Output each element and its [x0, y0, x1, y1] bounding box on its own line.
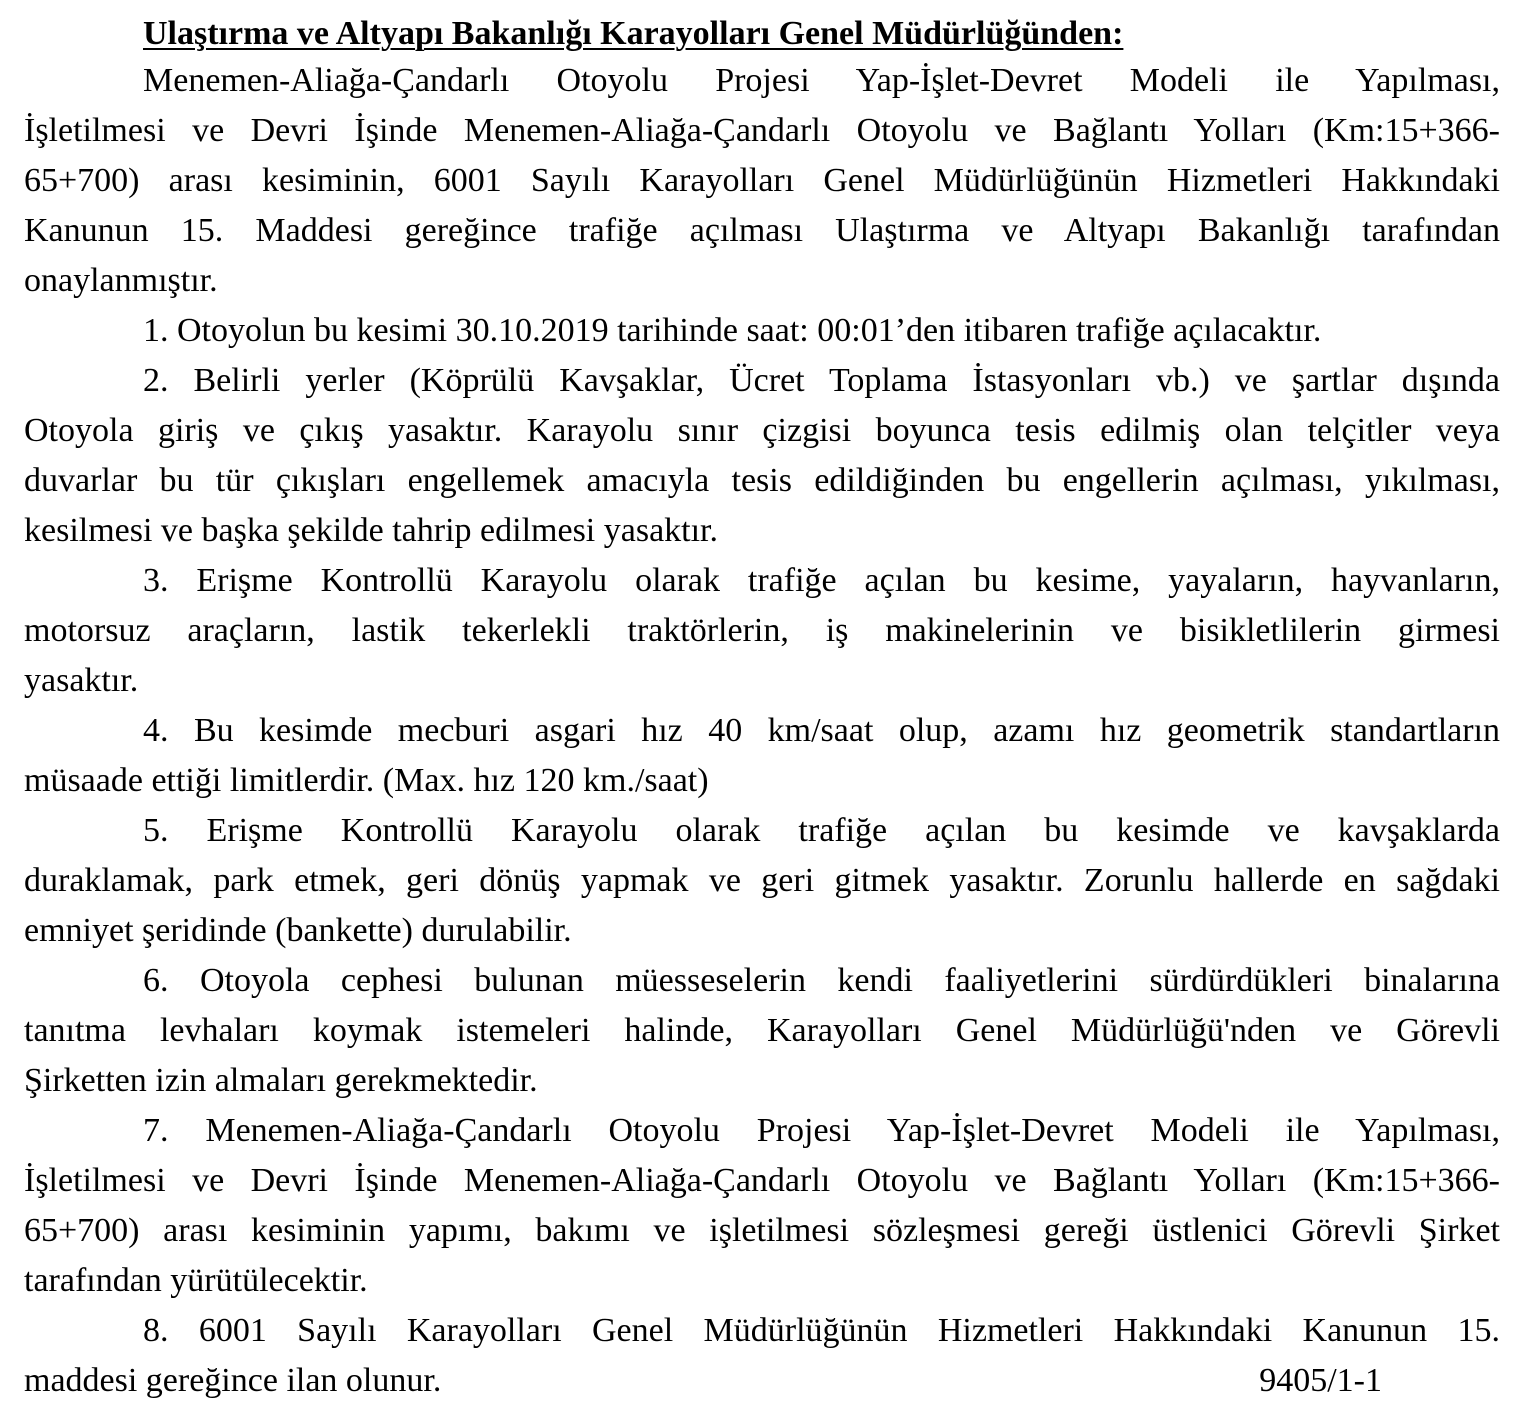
item-text: 6001 Sayılı Karayolları Genel Müdürlüğünün Hizmetleri Hakkındaki Kanunun 15. [198, 1312, 1501, 1349]
intro-line: 65+700) arası kesiminin, 6001 Sayılı Karayolları Genel Müdürlüğünün Hizmetleri Hakkındaki [24, 162, 1500, 199]
item-number: 1. [143, 312, 169, 349]
item-line [24, 1356, 1500, 1406]
item-line [24, 656, 1500, 706]
item-text: duraklamak, park etmek, geri dönüş yapmak ve geri gitmek yasaktır. Zorunlu hallerde en sağdaki [24, 862, 1500, 899]
item-text: yasaktır. [24, 662, 139, 699]
item-text: 65+700) arası kesiminin yapımı, bakımı ve işletilmesi sözleşmesi gereği üstlenici Görevli Şirket [24, 1212, 1500, 1249]
item-text: tarafından yürütülecektir. [24, 1262, 368, 1299]
intro-line: Kanunun 15. Maddesi gereğince trafiğe açılması Ulaştırma ve Altyapı Bakanlığı tarafından [24, 212, 1500, 249]
item-number: 8. [143, 1312, 169, 1349]
item-number: 2. [143, 362, 169, 399]
item-paragraph-4 [24, 706, 1500, 806]
item-paragraph-3 [24, 556, 1500, 706]
intro-line: onaylanmıştır. [24, 262, 218, 299]
announcement-heading: Ulaştırma ve Altyapı Bakanlığı Karayolları Genel Müdürlüğünden: [143, 15, 1124, 52]
item-text: Erişme Kontrollü Karayolu olarak trafiğe açılan bu kesime, yayaların, hayvanların, [196, 562, 1501, 599]
item-line [24, 506, 1500, 556]
item-paragraph-6 [24, 956, 1500, 1106]
item-paragraph-1 [24, 306, 1500, 356]
item-line [24, 856, 1500, 906]
intro-line: İşletilmesi ve Devri İşinde Menemen-Aliağa-Çandarlı Otoyolu ve Bağlantı Yolları (Km:15+366- [24, 112, 1500, 149]
item-text: Menemen-Aliağa-Çandarlı Otoyolu Projesi Yap-İşlet-Devret Modeli ile Yapılması, [205, 1112, 1501, 1149]
item-text: İşletilmesi ve Devri İşinde Menemen-Aliağa-Çandarlı Otoyolu ve Bağlantı Yolları (Km:15+366- [24, 1162, 1500, 1199]
item-text: Otoyolun bu kesimi 30.10.2019 tarihinde saat: 00:01’den itibaren trafiğe açılacaktır. [177, 312, 1322, 349]
item-text: maddesi gereğince ilan olunur. [24, 1362, 442, 1399]
item-line [24, 1206, 1500, 1256]
item-line [24, 1306, 1500, 1356]
item-line [24, 906, 1500, 956]
item-line [24, 956, 1500, 1006]
intro-line: Menemen-Aliağa-Çandarlı Otoyolu Projesi Yap-İşlet-Devret Modeli ile Yapılması, [143, 62, 1500, 99]
item-line [24, 1256, 1500, 1306]
item-line [24, 1156, 1500, 1206]
item-text: duvarlar bu tür çıkışları engellemek amacıyla tesis edildiğinden bu engellerin açılması, yıkılması, [24, 462, 1500, 499]
item-text: Erişme Kontrollü Karayolu olarak trafiğe açılan bu kesimde ve kavşaklarda [206, 812, 1501, 849]
item-line [24, 1106, 1500, 1156]
item-line [24, 356, 1500, 406]
item-line [24, 1056, 1500, 1106]
item-line [24, 756, 1500, 806]
item-number: 5. [143, 812, 169, 849]
item-line [24, 556, 1500, 606]
item-line [24, 706, 1500, 756]
item-text: Bu kesimde mecburi asgari hız 40 km/saat olup, azamı hız geometrik standartların [193, 712, 1500, 749]
item-number: 6. [143, 962, 169, 999]
reference-number: 9405/1-1 [1259, 1362, 1382, 1399]
intro-paragraph [24, 56, 1500, 306]
item-text: müsaade ettiği limitlerdir. (Max. hız 120 km./saat) [24, 762, 709, 799]
item-number: 7. [143, 1112, 169, 1149]
item-line [24, 456, 1500, 506]
item-line [24, 306, 1500, 356]
item-line [24, 606, 1500, 656]
item-text: kesilmesi ve başka şekilde tahrip edilmesi yasaktır. [24, 512, 718, 549]
item-text: tanıtma levhaları koymak istemeleri halinde, Karayolları Genel Müdürlüğü'nden ve Görevli [24, 1012, 1500, 1049]
item-line [24, 406, 1500, 456]
item-text: Otoyola giriş ve çıkış yasaktır. Karayolu sınır çizgisi boyunca tesis edilmiş olan telçitler veya [24, 412, 1500, 449]
item-text: emniyet şeridinde (bankette) durulabilir. [24, 912, 572, 949]
item-paragraph-8 [24, 1306, 1500, 1406]
numbered-items [24, 306, 1500, 1406]
item-number: 4. [143, 712, 169, 749]
item-paragraph-5 [24, 806, 1500, 956]
item-text: Belirli yerler (Köprülü Kavşaklar, Ücret Toplama İstasyonları vb.) ve şartlar dışında [193, 362, 1501, 399]
item-text: motorsuz araçların, lastik tekerlekli traktörlerin, iş makinelerinin ve bisikletlilerin girmesi [24, 612, 1500, 649]
item-paragraph-2 [24, 356, 1500, 556]
item-line [24, 1006, 1500, 1056]
item-number: 3. [143, 562, 169, 599]
item-line [24, 806, 1500, 856]
item-paragraph-7 [24, 1106, 1500, 1306]
item-text: Şirketten izin almaları gerekmektedir. [24, 1062, 538, 1099]
item-text: Otoyola cephesi bulunan müesseselerin kendi faaliyetlerini sürdürdükleri binalarına [199, 962, 1500, 999]
